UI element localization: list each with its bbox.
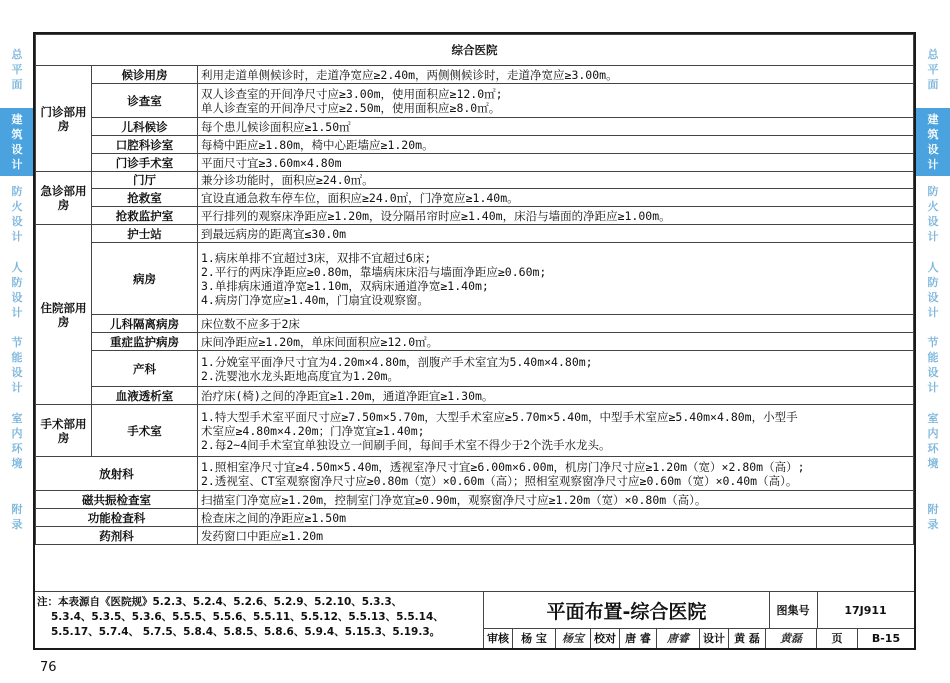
requirement-line: 平面尺寸宜≥3.60m×4.80m xyxy=(201,155,342,170)
department-category: 门诊部用房 xyxy=(36,66,92,172)
table-row xyxy=(36,351,914,387)
requirement-text xyxy=(198,84,914,118)
section-tab-char: 面 xyxy=(11,78,23,92)
section-tab-char: 计 xyxy=(927,305,939,319)
section-tab-char: 火 xyxy=(927,199,939,213)
section-tab-char: 设 xyxy=(11,214,23,228)
requirement-text xyxy=(198,243,914,315)
section-tab-char: 设 xyxy=(927,214,939,228)
section-tab-char: 防 xyxy=(927,184,939,198)
section-tab[interactable] xyxy=(8,479,26,555)
requirement-line: 术室应≥4.80m×4.20m；门净宽宜≥1.40m; xyxy=(201,423,425,438)
requirement-text xyxy=(198,315,914,333)
requirement-text xyxy=(198,491,914,509)
room-type: 护士站 xyxy=(92,225,198,243)
atlas-number: 17J911 xyxy=(817,592,914,629)
requirement-text xyxy=(198,225,914,243)
room-type: 门诊手术室 xyxy=(92,154,198,172)
table-row xyxy=(36,315,914,333)
designer-signature: 黄磊 xyxy=(766,628,817,648)
section-tab[interactable] xyxy=(924,403,942,479)
checker-name: 唐 睿 xyxy=(620,628,657,648)
section-tab[interactable] xyxy=(924,479,942,555)
requirement-text xyxy=(198,189,914,207)
section-tab[interactable] xyxy=(8,327,26,403)
right-section-nav xyxy=(924,32,942,555)
department-name: 磁共振检查室 xyxy=(36,491,198,509)
title-block xyxy=(483,592,914,648)
requirement-line: 3.单排病床通道净宽≥1.10m，双病床通道净宽≥1.40m; xyxy=(201,278,489,293)
source-note xyxy=(37,595,485,640)
section-tab-char: 建 xyxy=(927,112,939,126)
note-line: 5.5.17、5.7.4、 5.7.5、5.8.4、5.8.5、5.8.6、5.9.4、5.15.3、5.19.3。 xyxy=(51,626,441,638)
table-row xyxy=(36,84,914,118)
section-tab-char: 建 xyxy=(11,112,23,126)
section-tab-char: 计 xyxy=(11,305,23,319)
section-tab[interactable] xyxy=(924,252,942,328)
section-tab-char: 计 xyxy=(927,381,939,395)
section-tab-char: 附 xyxy=(927,503,939,517)
section-tab-char: 计 xyxy=(927,157,939,171)
section-tab-char: 设 xyxy=(11,290,23,304)
table-row xyxy=(36,387,914,405)
section-tab-char: 设 xyxy=(11,366,23,380)
document-frame xyxy=(33,32,916,650)
table-row xyxy=(36,154,914,172)
page-label: 页 xyxy=(817,628,858,648)
requirement-line: 单人诊查室的开间净尺寸应≥2.50m，使用面积应≥8.0㎡。 xyxy=(201,100,501,115)
section-tab-char: 环 xyxy=(927,442,939,456)
review-label: 审核 xyxy=(484,628,513,648)
section-tab-char: 节 xyxy=(927,336,939,350)
room-type: 儿科隔离病房 xyxy=(92,315,198,333)
requirement-line: 1.照相室净尺寸宜≥4.50m×5.40m，透视室净尺寸宜≥6.00m×6.00m，机房门净尺寸应≥1.20m（宽）×2.80m（高）; xyxy=(201,459,805,474)
section-tab-char: 设 xyxy=(927,366,939,380)
table-row xyxy=(36,457,914,491)
requirement-text xyxy=(198,154,914,172)
section-tab-char: 平 xyxy=(11,63,23,77)
section-tab-char: 计 xyxy=(11,381,23,395)
requirement-line: 1.病床单排不宜超过3床，双排不宜超过6床; xyxy=(201,250,432,265)
left-section-nav xyxy=(8,32,26,555)
section-tab-char: 防 xyxy=(927,275,939,289)
checker-signature: 唐睿 xyxy=(657,628,700,648)
requirement-text xyxy=(198,207,914,225)
table-row xyxy=(36,405,914,457)
table-row xyxy=(36,66,914,84)
section-tab-char: 总 xyxy=(927,48,939,62)
section-tab[interactable] xyxy=(0,108,34,176)
requirement-text xyxy=(198,387,914,405)
room-type: 门厅 xyxy=(92,172,198,189)
table-row xyxy=(36,509,914,527)
requirement-line: 双人诊查室的开间净尺寸应≥3.00m，使用面积应≥12.0㎡; xyxy=(201,86,503,101)
department-category: 手术部用房 xyxy=(36,405,92,457)
note-line: 注：本表源自《医院规》5.2.3、5.2.4、5.2.6、5.2.9、5.2.10、5.3.3、 xyxy=(37,596,403,608)
section-tab-char: 能 xyxy=(11,351,23,365)
requirement-line: 到最远病房的距离宜≤30.0m xyxy=(201,226,347,241)
section-tab-char: 筑 xyxy=(11,127,23,141)
section-tab-char: 室 xyxy=(11,412,23,426)
check-label: 校对 xyxy=(591,628,620,648)
department-name: 功能检查科 xyxy=(36,509,198,527)
requirement-line: 检查床之间的净距应≥1.50m xyxy=(201,510,347,525)
requirement-text xyxy=(198,527,914,545)
room-type: 诊查室 xyxy=(92,84,198,118)
section-tab-char: 内 xyxy=(11,427,23,441)
section-tab-char: 录 xyxy=(927,518,939,532)
section-tab-char: 计 xyxy=(927,229,939,243)
reviewer-name: 杨 宝 xyxy=(513,628,556,648)
requirement-text xyxy=(198,172,914,189)
table-row xyxy=(36,189,914,207)
designer-name: 黄 磊 xyxy=(729,628,766,648)
section-tab[interactable] xyxy=(8,403,26,479)
section-tab-char: 筑 xyxy=(927,127,939,141)
room-type: 产科 xyxy=(92,351,198,387)
requirement-line: 宜设直通急救车停车位，面积应≥24.0㎡，门净宽应≥1.40m。 xyxy=(201,190,519,205)
section-tab-char: 防 xyxy=(11,275,23,289)
table-row xyxy=(36,207,914,225)
section-tab-char: 能 xyxy=(927,351,939,365)
section-tab[interactable] xyxy=(8,252,26,328)
section-tab-char: 设 xyxy=(11,142,23,156)
section-tab-char: 总 xyxy=(11,48,23,62)
requirement-line: 兼分诊功能时，面积应≥24.0㎡。 xyxy=(201,173,374,187)
section-tab-char: 人 xyxy=(927,260,939,274)
section-tab[interactable] xyxy=(8,176,26,252)
section-tab[interactable] xyxy=(924,32,942,108)
requirement-line: 2.每2~4间手术室宜单独设立一间刷手间，每间手术室不得少于2个洗手水龙头。 xyxy=(201,437,611,452)
note-line: 5.3.4、5.3.5、5.3.6、5.5.5、5.5.6、5.5.11、5.5.12、5.5.13、5.5.14、 xyxy=(51,611,444,623)
requirement-line: 床间净距应≥1.20m，单床间面积应≥12.0㎡。 xyxy=(201,334,439,349)
room-type: 重症监护病房 xyxy=(92,333,198,351)
room-type: 病房 xyxy=(92,243,198,315)
section-tab-char: 计 xyxy=(11,229,23,243)
table-row xyxy=(36,491,914,509)
hospital-requirements-table xyxy=(35,34,914,545)
department-category: 住院部用房 xyxy=(36,225,92,405)
requirement-line: 1.分娩室平面净尺寸宜为4.20m×4.80m，剖腹产手术室宜为5.40m×4.80m; xyxy=(201,354,593,369)
requirement-text xyxy=(198,333,914,351)
department-category: 急诊部用房 xyxy=(36,172,92,225)
requirement-line: 2.洗婴池水龙头距地高度宜为1.20m。 xyxy=(201,368,399,383)
requirement-text xyxy=(198,509,914,527)
requirement-line: 2.平行的两床净距应≥0.80m，靠墙病床床沿与墙面净距应≥0.60m; xyxy=(201,264,547,279)
section-tab-char: 附 xyxy=(11,503,23,517)
table-title: 综合医院 xyxy=(36,35,914,66)
room-type: 抢救监护室 xyxy=(92,207,198,225)
section-tab-char: 节 xyxy=(11,336,23,350)
requirement-line: 1.特大型手术室平面尺寸应≥7.50m×5.70m，大型手术室应≥5.70m×5.40m，中型手术室应≥5.40m×4.80m，小型手 xyxy=(201,409,798,424)
footer xyxy=(35,591,914,648)
section-tab[interactable] xyxy=(916,108,950,176)
section-tab-char: 火 xyxy=(11,199,23,213)
drawing-title: 平面布置-综合医院 xyxy=(484,592,770,629)
design-label: 设计 xyxy=(700,628,729,648)
requirement-line: 扫描室门净宽应≥1.20m，控制室门净宽宜≥0.90m，观察窗净尺寸应≥1.20m（宽）×0.80m（高）。 xyxy=(201,492,707,507)
room-type: 血液透析室 xyxy=(92,387,198,405)
table-row xyxy=(36,527,914,545)
room-type: 候诊用房 xyxy=(92,66,198,84)
requirement-line: 2.透视室、CT室观察窗净尺寸应≥0.80m（宽）×0.60m（高）；照相室观察窗净尺寸应≥0.60m（宽）×0.40m（高）。 xyxy=(201,473,798,488)
section-tab[interactable] xyxy=(924,327,942,403)
section-tab[interactable] xyxy=(924,176,942,252)
section-tab-char: 境 xyxy=(11,457,23,471)
table-row xyxy=(36,333,914,351)
section-tab-char: 内 xyxy=(927,427,939,441)
room-type: 口腔科诊室 xyxy=(92,136,198,154)
requirement-text xyxy=(198,118,914,136)
page-code: B-15 xyxy=(871,631,901,645)
department-name: 药剂科 xyxy=(36,527,198,545)
table-row xyxy=(36,118,914,136)
requirement-text xyxy=(198,457,914,491)
section-tab-char: 设 xyxy=(927,290,939,304)
room-type: 儿科候诊 xyxy=(92,118,198,136)
reviewer-signature: 杨宝 xyxy=(556,628,591,648)
requirement-line: 床位数不应多于2床 xyxy=(201,316,300,331)
approval-row xyxy=(484,628,914,648)
table-row xyxy=(36,136,914,154)
table-row xyxy=(36,172,914,189)
atlas-label: 图集号 xyxy=(769,592,818,629)
requirement-line: 利用走道单侧候诊时，走道净宽应≥2.40m，两侧侧候诊时，走道净宽应≥3.00m。 xyxy=(201,67,618,82)
room-type: 手术室 xyxy=(92,405,198,457)
section-tab-char: 面 xyxy=(927,78,939,92)
requirement-line: 治疗床(椅)之间的净距宜≥1.20m，通道净距宜≥1.30m。 xyxy=(201,388,494,403)
requirement-line: 每椅中距应≥1.80m，椅中心距墙应≥1.20m。 xyxy=(201,137,434,152)
requirement-text xyxy=(198,351,914,387)
requirement-line: 每个患儿候诊面积应≥1.50㎡ xyxy=(201,119,351,134)
section-tab-char: 设 xyxy=(927,142,939,156)
department-name: 放射科 xyxy=(36,457,198,491)
section-tab-char: 防 xyxy=(11,184,23,198)
requirement-text xyxy=(198,405,914,457)
room-type: 抢救室 xyxy=(92,189,198,207)
section-tab-char: 境 xyxy=(927,457,939,471)
table-row xyxy=(36,225,914,243)
section-tab-char: 录 xyxy=(11,518,23,532)
requirement-line: 4.病房门净宽应≥1.40m，门扇宜设观察窗。 xyxy=(201,292,429,307)
requirement-text xyxy=(198,66,914,84)
section-tab-char: 平 xyxy=(927,63,939,77)
table-row xyxy=(36,243,914,315)
requirement-text xyxy=(198,136,914,154)
section-tab-char: 计 xyxy=(11,157,23,171)
page-number: 76 xyxy=(40,660,57,675)
requirement-line: 发药窗口中距应≥1.20m xyxy=(201,528,324,543)
section-tab-char: 环 xyxy=(11,442,23,456)
section-tab-char: 室 xyxy=(927,412,939,426)
section-tab[interactable] xyxy=(8,32,26,108)
section-tab-char: 人 xyxy=(11,260,23,274)
requirement-line: 平行排列的观察床净距应≥1.20m，设分隔吊帘时应≥1.40m，床沿与墙面的净距应≥1.00m。 xyxy=(201,208,671,223)
